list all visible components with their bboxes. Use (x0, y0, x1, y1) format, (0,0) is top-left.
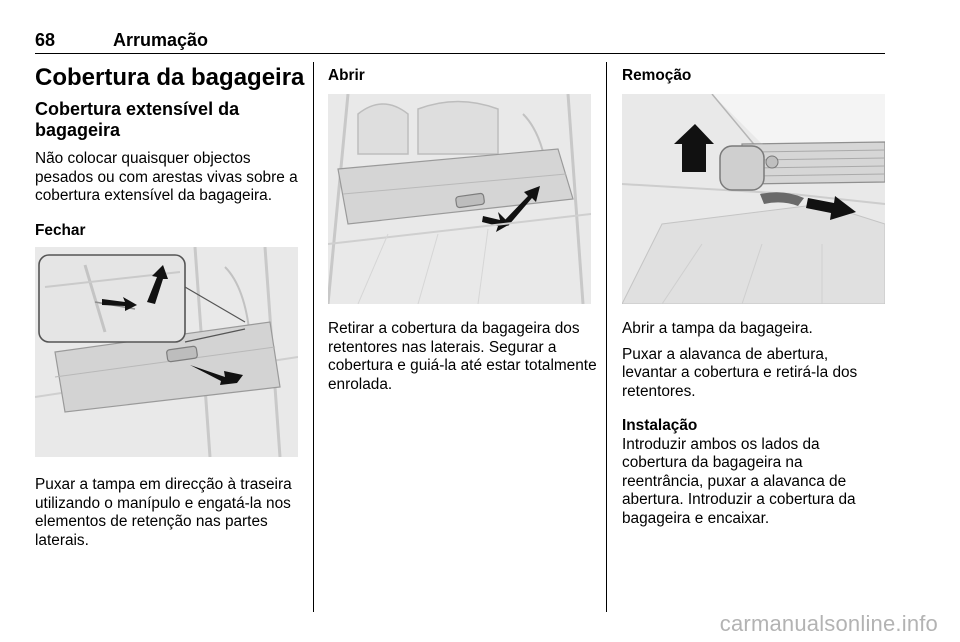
remocao-text-block (622, 320, 887, 528)
remocao-step-2: Puxar a alavanca de abertura, levantar a cobertura e retirá-la dos retentores. (622, 345, 858, 400)
remocao-illustration (622, 94, 885, 304)
fechar-illustration (35, 247, 298, 457)
abrir-text-block (328, 320, 598, 394)
intro-paragraph: Não colocar quaisquer objectos pesados ou com arestas vivas sobre a cobertura extensível da bagageira. (35, 150, 298, 204)
instalacao-heading: Instalação (622, 417, 698, 434)
fechar-heading: Fechar (35, 221, 86, 239)
fechar-paragraph: Puxar a tampa em direcção à traseira utilizando o manípulo e engatá-la nos elementos de retenção nas partes laterais. (35, 476, 292, 549)
remocao-step-1: Abrir a tampa da bagageira. (622, 320, 813, 337)
column-divider (606, 62, 607, 612)
fechar-text-block (35, 476, 305, 550)
abrir-illustration (328, 94, 591, 304)
watermark-link[interactable]: carmanualsonline.info (719, 611, 938, 636)
middle-column (328, 67, 598, 86)
left-column (35, 64, 305, 240)
instalacao-paragraph: Introduzir ambos os lados da cobertura da bagageira na reentrância, puxar a alavanca de abertura. Introduzir a cobertura da bagageira e encaixar. (622, 435, 856, 527)
page-heading: Cobertura da bagageira (35, 64, 305, 91)
page-number: 68 (35, 30, 56, 50)
right-column (622, 67, 887, 86)
remocao-heading: Remoção (622, 67, 692, 84)
abrir-heading: Abrir (328, 67, 365, 84)
column-divider (313, 62, 314, 612)
section-title: Arrumação (113, 30, 209, 50)
abrir-paragraph: Retirar a cobertura da bagageira dos retentores nas laterais. Segurar a cobertura e guiá-la até estar totalmente enrolada. (328, 320, 597, 393)
subsection-heading: Cobertura extensível da bagageira (35, 99, 240, 140)
header-rule (35, 53, 885, 54)
